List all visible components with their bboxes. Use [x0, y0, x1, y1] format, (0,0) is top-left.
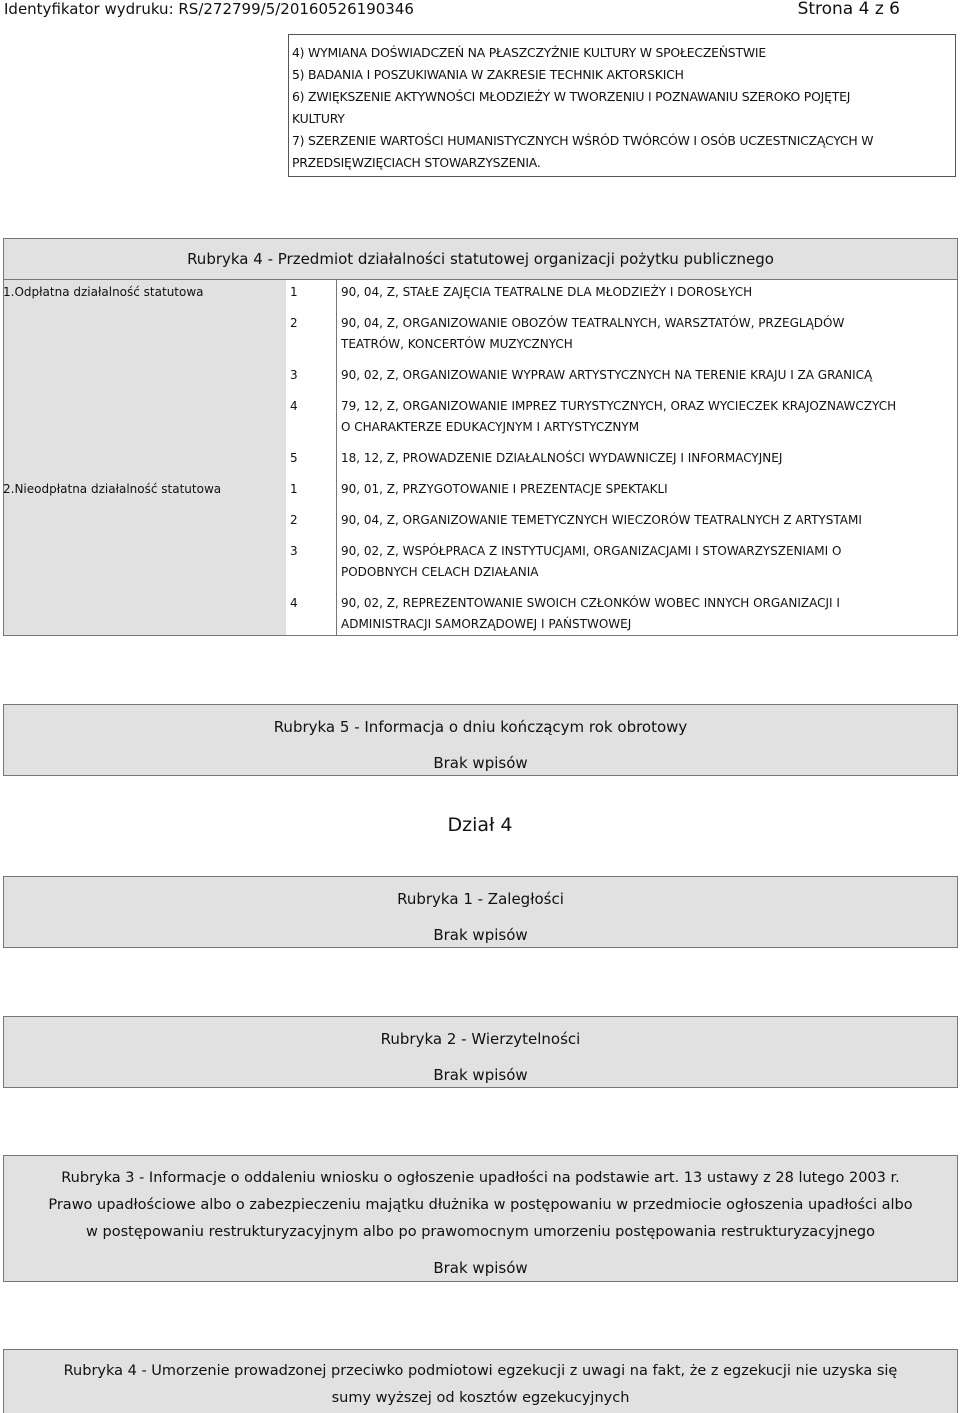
activity-text: 90, 02, Z, ORGANIZOWANIE WYPRAW ARTYSTYCZNYCH NA TERENIE KRAJU I ZA GRANICĄ — [341, 368, 873, 382]
activity-text: 90, 02, Z, REPREZENTOWANIE SWOICH CZŁONKÓW WOBEC INNYCH ORGANIZACJI I — [341, 596, 840, 610]
activity-text: PODOBNYCH CELACH DZIAŁANIA — [341, 565, 539, 579]
group-label-paid: 1.Odpłatna działalność statutowa — [3, 285, 204, 299]
d4-rubryka1-value: Brak wpisów — [433, 926, 528, 944]
goal-line: 6) ZWIĘKSZENIE AKTYWNOŚCI MŁODZIEŻY W TWORZENIU I POZNAWANIU SZEROKO POJĘTEJ — [292, 89, 851, 104]
d4-rubryka3-title-line: w postępowaniu restrukturyzacyjnym albo po prawomocnym umorzeniu postępowania restrukturyzacyjnego — [86, 1224, 875, 1240]
print-identifier: Identyfikator wydruku: RS/272799/5/20160526190346 — [4, 0, 414, 18]
activity-text: 90, 01, Z, PRZYGOTOWANIE I PREZENTACJE SPEKTAKLI — [341, 482, 668, 496]
rubryka5-box — [3, 704, 958, 776]
rubryka4-header — [3, 238, 958, 280]
activity-text: 90, 04, Z, ORGANIZOWANIE OBOZÓW TEATRALNYCH, WARSZTATÓW, PRZEGLĄDÓW — [341, 316, 845, 330]
d4-rubryka3-box — [3, 1155, 958, 1282]
goal-line: 7) SZERZENIE WARTOŚCI HUMANISTYCZNYCH WŚRÓD TWÓRCÓW I OSÓB UCZESTNICZĄCYCH W — [292, 133, 874, 148]
activity-column-divider — [336, 280, 337, 636]
statutory-goals-box — [288, 34, 956, 177]
activity-text: 90, 04, Z, ORGANIZOWANIE TEMETYCZNYCH WIECZORÓW TEATRALNYCH Z ARTYSTAMI — [341, 513, 862, 527]
row-number: 4 — [290, 399, 298, 413]
row-number: 3 — [290, 544, 298, 558]
row-number: 1 — [290, 285, 298, 299]
page-number: Strona 4 z 6 — [797, 0, 900, 19]
section-heading-dzial4: Dział 4 — [447, 814, 513, 836]
activity-text: 18, 12, Z, PROWADZENIE DZIAŁALNOŚCI WYDAWNICZEJ I INFORMACYJNEJ — [341, 451, 783, 465]
d4-rubryka2-title: Rubryka 2 - Wierzytelności — [380, 1030, 581, 1048]
activity-text: 79, 12, Z, ORGANIZOWANIE IMPREZ TURYSTYCZNYCH, ORAZ WYCIECZEK KRAJOZNAWCZYCH — [341, 399, 897, 413]
goal-line: KULTURY — [292, 111, 345, 126]
d4-rubryka4-box — [3, 1349, 958, 1413]
row-number: 5 — [290, 451, 298, 465]
activity-text: O CHARAKTERZE EDUKACYJNYM I ARTYSTYCZNYM — [341, 420, 640, 434]
rubryka5-value: Brak wpisów — [433, 754, 528, 772]
row-number: 2 — [290, 513, 298, 527]
goal-line: 4) WYMIANA DOŚWIADCZEŃ NA PŁASZCZYŹNIE KULTURY W SPOŁECZEŃSTWIE — [292, 45, 766, 60]
d4-rubryka4-title-line: Rubryka 4 - Umorzenie prowadzonej przeciwko podmiotowi egzekucji z uwagi na fakt, że z egzekucji nie uzyska się — [63, 1363, 898, 1379]
rubryka4-title: Rubryka 4 - Przedmiot działalności statutowej organizacji pożytku publicznego — [187, 250, 774, 268]
d4-rubryka2-value: Brak wpisów — [433, 1066, 528, 1084]
d4-rubryka3-title-line: Rubryka 3 - Informacje o oddaleniu wniosku o ogłoszenie upadłości na podstawie art. 13 ustawy z 28 lutego 2003 r. — [61, 1170, 900, 1186]
d4-rubryka1-box — [3, 876, 958, 948]
d4-rubryka2-box — [3, 1016, 958, 1088]
group-label-unpaid: 2.Nieodpłatna działalność statutowa — [3, 482, 222, 496]
rubryka5-title: Rubryka 5 - Informacja o dniu kończącym rok obrotowy — [273, 718, 688, 736]
activity-text: TEATRÓW, KONCERTÓW MUZYCZNYCH — [341, 337, 573, 351]
row-number: 2 — [290, 316, 298, 330]
activity-text: 90, 04, Z, STAŁE ZAJĘCIA TEATRALNE DLA MŁODZIEŻY I DOROSŁYCH — [341, 285, 753, 299]
d4-rubryka1-title: Rubryka 1 - Zaległości — [397, 890, 564, 908]
activity-text: 90, 02, Z, WSPÓŁPRACA Z INSTYTUCJAMI, ORGANIZACJAMI I STOWARZYSZENIAMI O — [341, 544, 842, 558]
d4-rubryka3-title-line: Prawo upadłościowe albo o zabezpieczeniu majątku dłużnika w postępowaniu w przedmiocie ogłoszenia upadłości albo — [48, 1197, 913, 1213]
goal-line: PRZEDSIĘWZIĘCIACH STOWARZYSZENIA. — [292, 155, 541, 170]
d4-rubryka3-value: Brak wpisów — [433, 1259, 528, 1277]
d4-rubryka4-title-line: sumy wyższej od kosztów egzekucyjnych — [331, 1390, 630, 1406]
goal-line: 5) BADANIA I POSZUKIWANIA W ZAKRESIE TECHNIK AKTORSKICH — [292, 67, 684, 82]
row-number: 3 — [290, 368, 298, 382]
row-number: 4 — [290, 596, 298, 610]
row-number: 1 — [290, 482, 298, 496]
activity-text: ADMINISTRACJI SAMORZĄDOWEJ I PAŃSTWOWEJ — [341, 617, 632, 631]
activity-label-column — [3, 280, 286, 636]
